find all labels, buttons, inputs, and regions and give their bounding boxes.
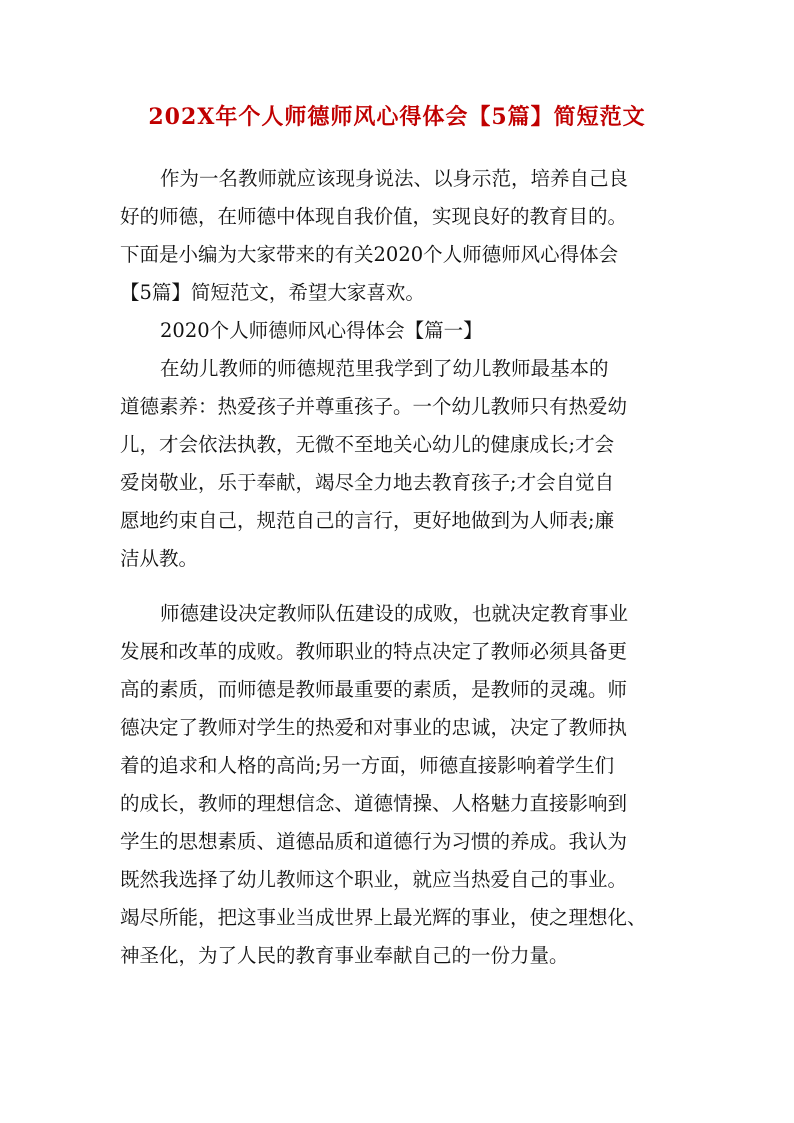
para2-line-7: 学生的思想素质、道德品质和道德行为习惯的养成。我认为 [120, 830, 628, 853]
intro-line-3: 下面是小编为大家带来的有关2020个人师德师风心得体会 [120, 243, 619, 266]
document-body [120, 160, 690, 975]
section-heading: 2020个人师德师风心得体会【篇一】 [160, 319, 483, 342]
para1-line-5: 愿地约束自己，规范自己的言行，更好地做到为人师表;廉 [120, 509, 615, 532]
intro-line-2: 好的师德，在师德中体现自我价值，实现良好的教育目的。 [120, 205, 628, 228]
para2-line-1: 师德建设决定教师队伍建设的成败，也就决定教育事业 [160, 602, 629, 625]
intro-line-4: 【5篇】简短范文，希望大家喜欢。 [120, 281, 425, 304]
para1-line-3: 儿，才会依法执教，无微不至地关心幼儿的健康成长;才会 [120, 433, 615, 456]
para1-line-4: 爱岗敬业，乐于奉献，竭尽全力地去教育孩子;才会自觉自 [120, 471, 615, 494]
para2-line-5: 着的追求和人格的高尚;另一方面，师德直接影响着学生们 [120, 754, 615, 777]
para1-line-2: 道德素养：热爱孩子并尊重孩子。一个幼儿教师只有热爱幼 [120, 395, 628, 418]
para2-line-9: 竭尽所能，把这事业当成世界上最光辉的事业，使之理想化、 [120, 906, 647, 929]
para1-line-6: 洁从教。 [120, 547, 199, 570]
para2-line-4: 德决定了教师对学生的热爱和对事业的忠诚，决定了教师执 [120, 716, 628, 739]
para2-line-8: 既然我选择了幼儿教师这个职业，就应当热爱自己的事业。 [120, 868, 628, 891]
para2-line-2: 发展和改革的成败。教师职业的特点决定了教师必须具备更 [120, 640, 628, 663]
intro-line-1: 作为一名教师就应该现身说法、以身示范，培养自己良 [160, 167, 629, 190]
para2-line-6: 的成长，教师的理想信念、道德情操、人格魅力直接影响到 [120, 792, 628, 815]
para2-line-10: 神圣化，为了人民的教育事业奉献自己的一份力量。 [120, 944, 569, 967]
document-title: 202X年个人师德师风心得体会【5篇】简短范文 [148, 104, 646, 130]
paragraph-gap [120, 578, 690, 595]
para1-line-1: 在幼儿教师的师德规范里我学到了幼儿教师最基本的 [160, 357, 609, 380]
para2-line-3: 高的素质，而师德是教师最重要的素质，是教师的灵魂。师 [120, 678, 628, 701]
